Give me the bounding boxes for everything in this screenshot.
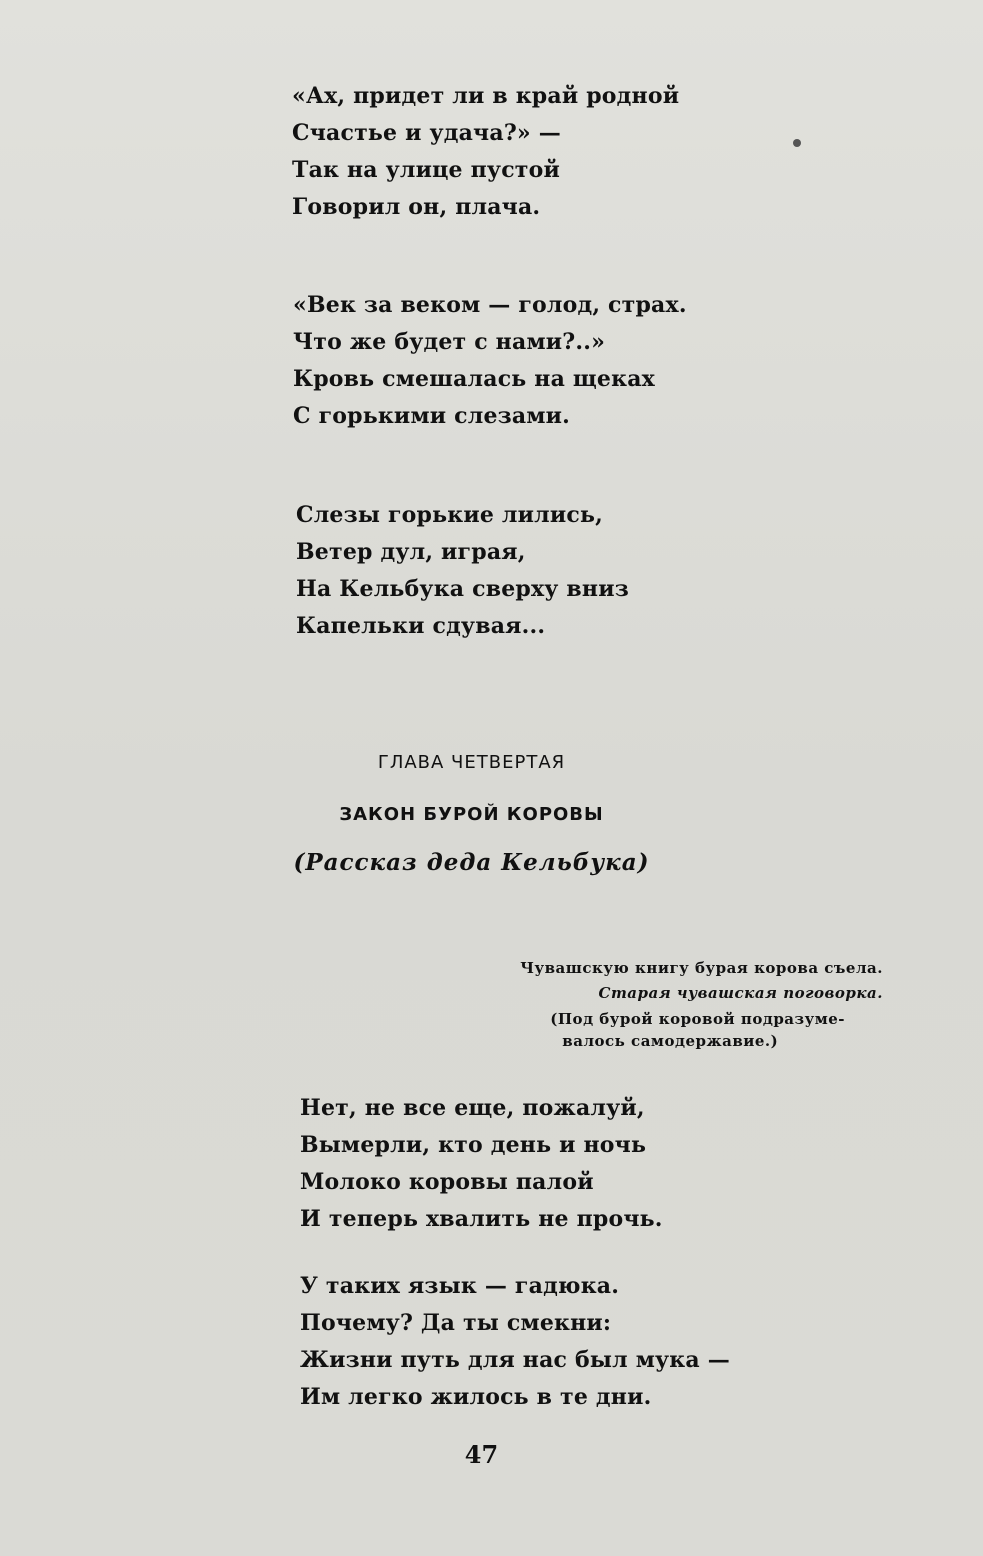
- verse-line: Капельки сдувая...: [296, 613, 546, 639]
- verse-line: Жизни путь для нас был мука —: [300, 1347, 730, 1373]
- epigraph-quote: Чувашскую книгу бурая корова съела.: [520, 959, 883, 977]
- verse-line: Говорил он, плача.: [292, 194, 541, 220]
- verse-line: Слезы горькие лились,: [296, 502, 603, 528]
- ink-speck: [793, 139, 801, 147]
- verse-line: Вымерли, кто день и ночь: [300, 1132, 647, 1158]
- chapter-subtitle: (Рассказ деда Кельбука): [293, 849, 650, 876]
- epigraph-note: [550, 1008, 883, 1052]
- verse-line: «Век за веком — голод, страх.: [293, 292, 687, 318]
- verse-line: И теперь хвалить не прочь.: [300, 1206, 663, 1232]
- verse-line: У таких язык — гадюка.: [300, 1273, 620, 1299]
- epigraph-note-line-2: валось самодержавие.): [562, 1032, 779, 1050]
- verse-line: Молоко коровы палой: [300, 1169, 594, 1195]
- verse-line: На Кельбука сверху вниз: [296, 576, 629, 602]
- verse-line: Что же будет с нами?..»: [293, 329, 606, 355]
- verse-line: «Ах, придет ли в край родной: [292, 83, 680, 109]
- chapter-title: ЗАКОН БУРОЙ КОРОВЫ: [339, 804, 604, 825]
- epigraph-source: Старая чувашская поговорка.: [598, 984, 883, 1002]
- verse-line: С горькими слезами.: [293, 403, 571, 429]
- verse-line: Нет, не все еще, пожалуй,: [300, 1095, 645, 1121]
- verse-line: Счастье и удача?» —: [292, 120, 561, 146]
- stanza-1: [292, 78, 679, 226]
- verse-line: Кровь смешалась на щеках: [293, 366, 655, 392]
- verse-line: Им легко жилось в те дни.: [300, 1384, 652, 1410]
- verse-line: Ветер дул, играя,: [296, 539, 526, 565]
- page-number: 47: [464, 1440, 499, 1469]
- verse-line: Почему? Да ты смекни:: [300, 1310, 612, 1336]
- stanza-5: [300, 1268, 730, 1416]
- stanza-2: [293, 287, 687, 435]
- epigraph-note-line-1: (Под бурой коровой подразуме-: [550, 1010, 845, 1028]
- epigraph: [520, 956, 883, 1052]
- verse-line: Так на улице пустой: [292, 157, 561, 183]
- stanza-3: [296, 497, 629, 645]
- stanza-4: [300, 1090, 663, 1238]
- chapter-heading: ГЛАВА ЧЕТВЕРТАЯ: [377, 752, 566, 773]
